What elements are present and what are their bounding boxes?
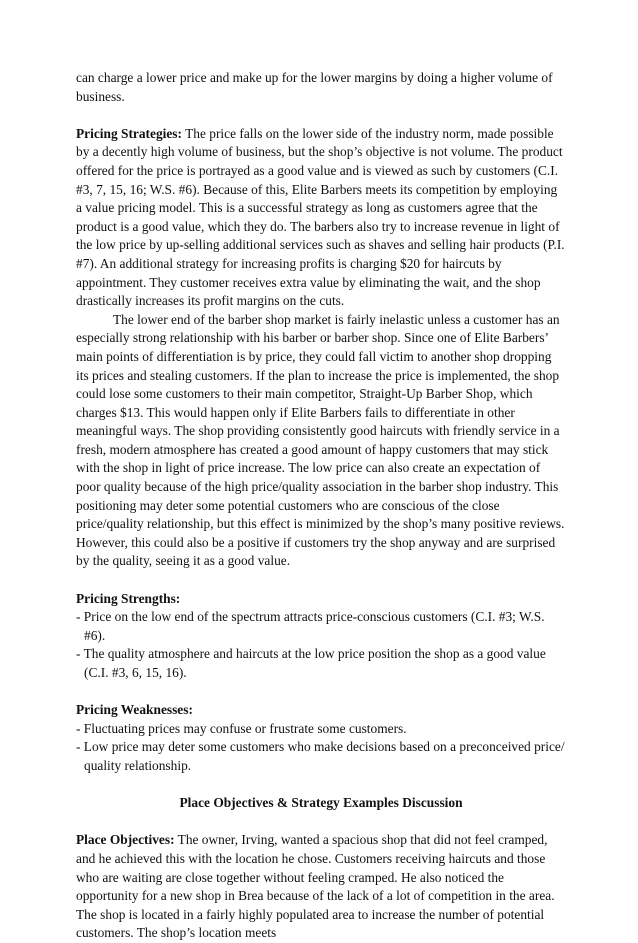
strength-item: - Price on the low end of the spectrum attracts price-conscious customers (C.I. #3; W.S. #6). (76, 609, 545, 643)
pricing-strategies-text: The price falls on the lower side of the industry norm, made possible by a decently high volume of business, but the shop’s objective is not volume. The product offered for the price is portrayed as a good value and is viewed as such by customers (C.I. #3, 7, 15, 16; W.S. #6). Because of this, Elite Barbers meets its competition by employing a value pricing model. This is a successful strategy as long as customers agree that the product is a good value, which they do. The barbers also try to increase revenue in light of the low price by up-selling additional services such as shaves and selling hair products (P.I. #7). An additional strategy for increasing profits is charging $20 for haircuts by appointment. They customer receives extra value by eliminating the wait, and the shop drastically increases its profit margins on the cuts. (76, 125, 565, 309)
section-title: Place Objectives & Strategy Examples Discussion (179, 795, 463, 811)
place-objectives-heading: Place Objectives: (76, 832, 175, 848)
pricing-weaknesses-heading: Pricing Weaknesses: (76, 702, 193, 718)
pricing-strategies-heading: Pricing Strategies: (76, 125, 182, 141)
strength-item: - The quality atmosphere and haircuts at the low price position the shop as a good value (C.I. #3, 6, 15, 16). (76, 646, 546, 680)
pricing-strategies-paragraph (76, 125, 566, 311)
weakness-item: - Low price may deter some customers who make decisions based on a preconceived price/ quality relationship. (76, 739, 565, 773)
weakness-item: - Fluctuating prices may confuse or frustrate some customers. (76, 720, 407, 736)
pricing-strengths-heading: Pricing Strengths: (76, 590, 181, 606)
place-objectives-text: The owner, Irving, wanted a spacious shop that did not feel cramped, and he achieved this with the location he chose. Customers receiving haircuts and those who are waiting are close together without feeling cramped. He also noticed the opportunity for a new shop in Brea because of the lack of a lot of competition in the area. The shop is located in a fairly highly populated area to increase the number of potential customers. The shop’s location meets (76, 832, 555, 941)
intro-paragraph: can charge a lower price and make up for the lower margins by doing a higher volume of business. (76, 70, 553, 104)
document-page (76, 69, 566, 943)
elasticity-paragraph: The lower end of the barber shop market is fairly inelastic unless a customer has an especially strong relationship with his barber or barber shop. Since one of Elite Barbers’ main points of differentiation is by price, they could fall victim to another shop dropping its prices and stealing customers. If the plan to increase the price is implemented, the shop could lose some customers to their main competitor, Straight-Up Barber Shop, which charges $13. This would happen only if Elite Barbers fails to differentiate in other meaningful ways. The shop providing consistently good haircuts with friendly service in a fresh, modern atmosphere has created a good amount of happy customers that may stick with the shop in light of price increase. The low price can also create an expectation of poor quality because of the high price/quality association in the barber shop industry. This positioning may deter some potential customers who are conscious of the close price/quality relationship, but this effect is minimized by the shop’s many positive reviews. However, this could also be a positive if customers try the shop anyway and are surprised by the quality, seeing it as a good value. (76, 311, 565, 569)
place-objectives-paragraph (76, 831, 566, 943)
